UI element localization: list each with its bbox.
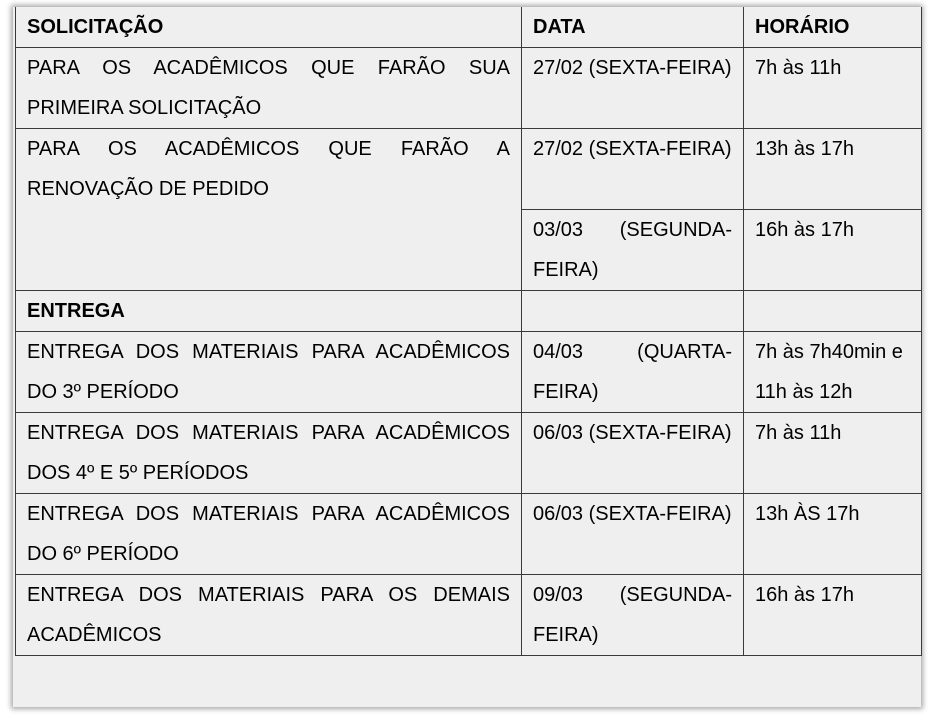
row-date: 09/03 (SEGUNDA-FEIRA)	[522, 575, 744, 656]
row-description: PARA OS ACADÊMICOS QUE FARÃO SUA PRIMEIRA SOLICITAÇÃO	[16, 48, 522, 129]
section-title-entrega: ENTREGA	[16, 291, 522, 332]
row-time: 13h às 17h	[744, 129, 922, 210]
header-horario: HORÁRIO	[744, 7, 922, 48]
table-row	[16, 413, 922, 494]
row-date: 06/03 (SEXTA-FEIRA)	[522, 413, 744, 494]
row-description: ENTREGA DOS MATERIAIS PARA ACADÊMICOS DOS 4º E 5º PERÍODOS	[16, 413, 522, 494]
row-description: ENTREGA DOS MATERIAIS PARA ACADÊMICOS DO 6º PERÍODO	[16, 494, 522, 575]
empty-cell	[522, 291, 744, 332]
row-description: ENTREGA DOS MATERIAIS PARA ACADÊMICOS DO 3º PERÍODO	[16, 332, 522, 413]
table-row	[16, 494, 922, 575]
page-bottom-margin	[13, 654, 921, 707]
table-row	[16, 129, 922, 210]
table-row	[16, 575, 922, 656]
row-time: 7h às 7h40min e 11h às 12h	[744, 332, 922, 413]
table-row	[16, 332, 922, 413]
row-time: 16h às 17h	[744, 575, 922, 656]
section-row-entrega	[16, 291, 922, 332]
empty-cell	[744, 291, 922, 332]
header-solicitacao: SOLICITAÇÃO	[16, 7, 522, 48]
row-time: 13h ÀS 17h	[744, 494, 922, 575]
row-date: 27/02 (SEXTA-FEIRA)	[522, 129, 744, 210]
row-description: ENTREGA DOS MATERIAIS PARA OS DEMAIS ACADÊMICOS	[16, 575, 522, 656]
row-date: 03/03 (SEGUNDA-FEIRA)	[522, 210, 744, 291]
row-date: 04/03 (QUARTA-FEIRA)	[522, 332, 744, 413]
document-page	[13, 7, 921, 707]
row-date: 06/03 (SEXTA-FEIRA)	[522, 494, 744, 575]
row-time: 7h às 11h	[744, 413, 922, 494]
row-time: 16h às 17h	[744, 210, 922, 291]
row-date: 27/02 (SEXTA-FEIRA)	[522, 48, 744, 129]
header-data: DATA	[522, 7, 744, 48]
header-row	[16, 7, 922, 48]
row-description: PARA OS ACADÊMICOS QUE FARÃO A RENOVAÇÃO DE PEDIDO	[16, 129, 522, 291]
schedule-table	[15, 7, 922, 656]
row-time: 7h às 11h	[744, 48, 922, 129]
table-row	[16, 48, 922, 129]
